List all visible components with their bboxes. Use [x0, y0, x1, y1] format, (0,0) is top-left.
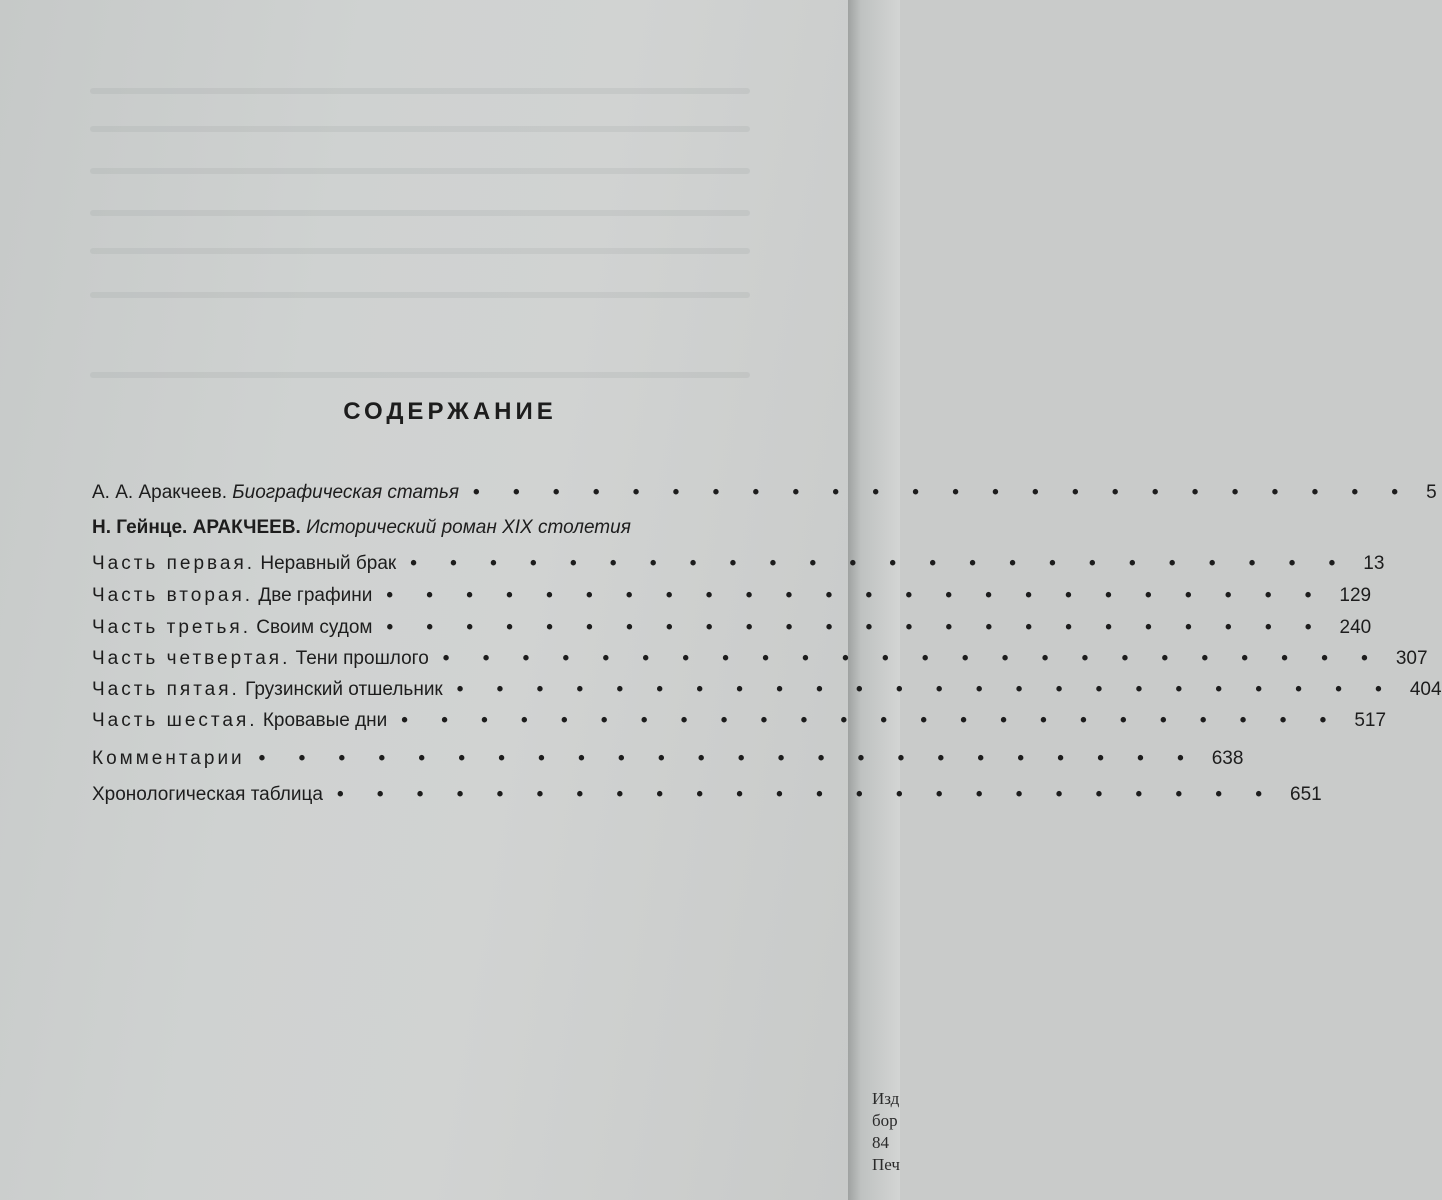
page-number: 517 — [1354, 710, 1387, 731]
toc-entry-label — [92, 517, 631, 539]
toc-entry-chronology — [92, 784, 1322, 814]
part-number: Часть третья. — [92, 617, 251, 638]
toc-entry-label — [92, 482, 459, 504]
author-name: А. А. Аракчеев. — [92, 482, 227, 503]
next-page-text-fragment — [872, 1088, 900, 1176]
toc-entry-part — [92, 553, 1385, 583]
part-number: Часть четвертая. — [92, 648, 291, 669]
toc-entry-part — [92, 710, 1387, 740]
toc-entry-label — [92, 585, 372, 607]
dot-leader: • • • • • • • • • • • • • • • • • • • • • • • • — [386, 585, 1326, 606]
toc-entry-part — [92, 585, 1372, 615]
part-number: Часть шестая. — [92, 710, 258, 731]
part-title: Неравный брак — [260, 553, 397, 574]
bleed-through-line — [90, 126, 750, 132]
dot-leader: • • • • • • • • • • • • • • • • • • • • • • • • — [386, 617, 1326, 638]
entry-title: Хронологическая таблица — [92, 784, 323, 805]
toc-entry-part — [92, 679, 1442, 709]
bleed-through-line — [90, 168, 750, 174]
dot-leader: • • • • • • • • • • • • • • • • • • • • • • • • — [473, 482, 1413, 503]
page-number: 240 — [1339, 617, 1372, 638]
bleed-through-line — [90, 88, 750, 94]
dot-leader: • • • • • • • • • • • • • • • • • • • • • • • • — [456, 679, 1396, 700]
part-title: Грузинский отшельник — [245, 679, 443, 700]
bleed-through-line — [90, 292, 750, 298]
bleed-through-line — [90, 210, 750, 216]
page-number: 404 — [1409, 679, 1442, 700]
entry-title: Комментарии — [92, 748, 245, 769]
page-number: 129 — [1339, 585, 1372, 606]
page-number: 638 — [1211, 748, 1244, 769]
dot-leader: • • • • • • • • • • • • • • • • • • • • • • • • — [258, 748, 1198, 769]
fragment-line: Печ — [872, 1155, 900, 1174]
entry-title: Биографическая статья — [232, 482, 460, 503]
fragment-line: 84 — [872, 1133, 889, 1152]
toc-entry-label — [92, 710, 387, 732]
bleed-through-line — [90, 372, 750, 378]
toc-entry-label — [92, 679, 443, 701]
part-number: Часть первая. — [92, 553, 256, 574]
novel-subtitle: Исторический роман XIX столетия — [306, 517, 631, 538]
toc-entry-commentary — [92, 748, 1244, 778]
toc-entry-part — [92, 648, 1428, 678]
bleed-through-line — [90, 248, 750, 254]
toc-entry-label — [92, 784, 323, 806]
part-title: Тени прошлого — [295, 648, 429, 669]
dot-leader: • • • • • • • • • • • • • • • • • • • • • • • • — [442, 648, 1382, 669]
page-number: 651 — [1290, 784, 1322, 805]
toc-entry-part — [92, 617, 1372, 647]
part-title: Кровавые дни — [262, 710, 388, 731]
dot-leader: • • • • • • • • • • • • • • • • • • • • • • • • — [410, 553, 1350, 574]
toc-entry-label — [92, 553, 396, 575]
toc-entry-label — [92, 748, 245, 770]
part-title: Две графини — [258, 585, 373, 606]
toc-entry-label — [92, 617, 372, 639]
author-name: Н. Гейнце. — [92, 517, 188, 538]
fragment-line: бор — [872, 1111, 898, 1130]
fragment-line: Изд — [872, 1089, 900, 1108]
page-number: 307 — [1395, 648, 1428, 669]
novel-title: АРАКЧЕЕВ. — [192, 517, 301, 538]
part-number: Часть вторая. — [92, 585, 254, 606]
page-number: 13 — [1363, 553, 1385, 574]
toc-heading: СОДЕРЖАНИЕ — [343, 398, 557, 425]
dot-leader: • • • • • • • • • • • • • • • • • • • • • • • • — [336, 784, 1276, 805]
toc-entry-biography — [92, 482, 1437, 512]
page-number: 5 — [1426, 482, 1437, 503]
toc-entry-label — [92, 648, 429, 670]
toc-entry-novel-heading — [92, 517, 798, 547]
part-number: Часть пятая. — [92, 679, 240, 700]
dot-leader: • • • • • • • • • • • • • • • • • • • • • • • • — [401, 710, 1341, 731]
part-title: Своим судом — [256, 617, 373, 638]
